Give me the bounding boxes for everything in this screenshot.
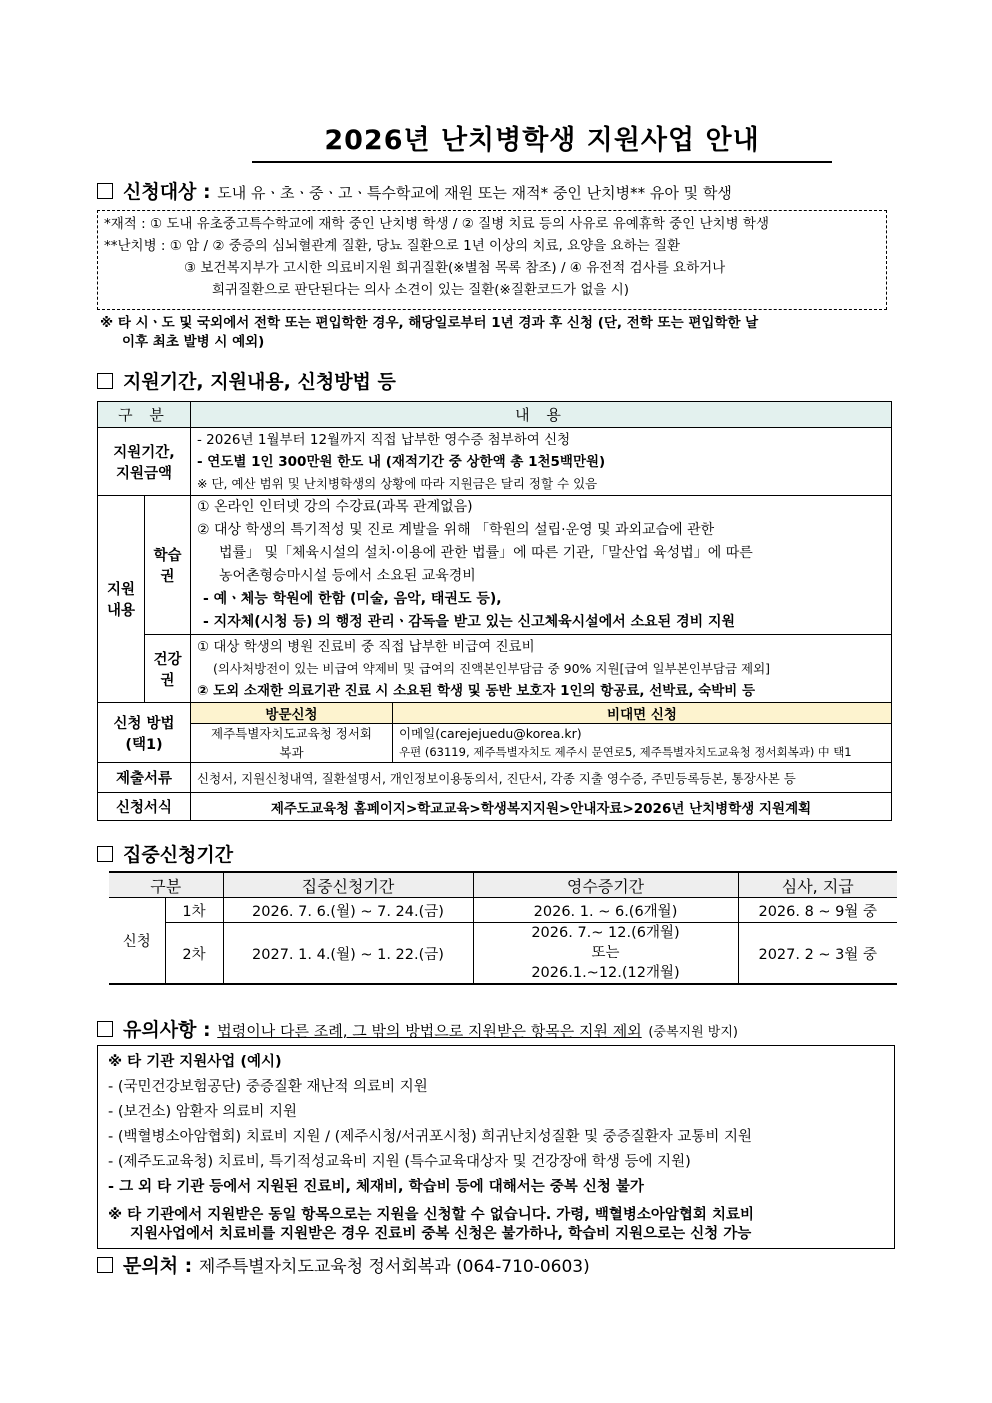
support-table — [97, 401, 892, 821]
visit-header: 방문신청 — [191, 703, 393, 724]
period-cell: 2027. 1. 4.(월) ~ 1. 22.(금) — [223, 923, 473, 985]
transfer-note-line2: 이후 최초 발병 시 예외) — [122, 334, 265, 350]
receipt-line: 2026.1.~12.(12개월) — [531, 965, 680, 981]
col-header-payment: 심사, 지급 — [738, 872, 897, 898]
col-header-division: 구분 — [109, 872, 223, 898]
row-label-health: 건강권 — [145, 635, 191, 703]
row-label-learning: 학습권 — [145, 496, 191, 635]
row-label-form: 신청서식 — [98, 793, 191, 821]
note-disease-3: 희귀질환으로 판단된다는 의사 소견이 있는 질환(※질환코드가 없을 시) — [212, 282, 630, 298]
section-period — [97, 840, 233, 867]
target-notes-box — [97, 210, 887, 310]
payment-cell: 2026. 8 ~ 9월 중 — [738, 898, 897, 923]
online-header: 비대면 신청 — [393, 703, 892, 724]
learning-line: ② 대상 학생의 특기적성 및 진로 계발을 위해 「학원의 설립·운영 및 과외교습에 관한 — [197, 522, 715, 538]
caution-line: 지원사업에서 치료비를 지원받은 경우 진료비 중복 신청은 불가하나, 학습비 지원으로는 신청 가능 — [130, 1226, 752, 1242]
learning-line: - 예ㆍ체능 학원에 한함 (미술, 음악, 태권도 등), — [203, 591, 502, 607]
transfer-note-line1: ※ 타 시ㆍ도 및 국외에서 전학 또는 편입학한 경우, 해당일로부터 1년 경과 후 신청 (단, 전학 또는 편입학한 날 — [100, 315, 759, 331]
receipt-cell: 2026. 1. ~ 6.(6개월) — [473, 898, 738, 923]
contact-text: 제주특별자치도교육청 정서회복과 (064-710-0603) — [198, 1257, 590, 1277]
health-line: ② 도외 소재한 의료기관 진료 시 소요된 학생 및 동반 보호자 1인의 항공료, 선박료, 숙박비 등 — [197, 682, 756, 699]
section-support — [97, 367, 396, 394]
row-label-method: 신청 방법 (택1) — [98, 703, 191, 763]
section-caution — [97, 1015, 738, 1042]
period-cell: 2026. 7. 6.(월) ~ 7. 24.(금) — [223, 898, 473, 923]
section-target — [97, 177, 732, 204]
documents-value: 신청서, 지원신청내역, 질환설명서, 개인정보이용동의서, 진단서, 각종 지출 영수증, 주민등록등본, 통장사본 등 — [191, 763, 892, 793]
section-text-note: (중복지원 방지) — [648, 1025, 738, 1040]
section-heading: 지원기간, 지원내용, 신청방법 등 — [123, 371, 396, 393]
row-label-period: 지원기간, 지원금액 — [98, 428, 191, 496]
caution-line: ※ 타 기관에서 지원받은 동일 항목으로는 지원을 신청할 수 없습니다. 가령, 백혈병소아암협회 치료비 — [108, 1207, 754, 1223]
section-heading: 유의사항 : — [123, 1019, 211, 1041]
section-text: 법령이나 다른 조례, 그 밖의 방법으로 지원받은 항목은 지원 제외 — [217, 1022, 642, 1040]
checkbox-square-icon — [97, 1257, 113, 1273]
col-header-category: 구 분 — [98, 402, 191, 428]
checkbox-square-icon — [97, 846, 113, 862]
section-text: 도내 유ㆍ초ㆍ중ㆍ고ㆍ특수학교에 재원 또는 재적* 중인 난치병** 유아 및 학생 — [217, 184, 732, 202]
checkbox-square-icon — [97, 1021, 113, 1037]
receipt-cell — [473, 923, 738, 985]
visit-value: 제주특별자치도교육청 정서회복과 — [191, 724, 393, 763]
checkbox-square-icon — [97, 373, 113, 389]
section-contact — [97, 1251, 590, 1278]
col-header-content: 내 용 — [191, 402, 892, 428]
learning-line: - 지자체(시청 등) 의 행정 관리ㆍ감독을 받고 있는 신고체육시설에서 소요된 경비 지원 — [203, 614, 736, 630]
budget-note: ※ 단, 예산 범위 및 난치병학생의 상황에 따라 지원금은 달리 정할 수 있음 — [197, 475, 598, 491]
health-line: ① 대상 학생의 병원 진료비 중 직접 납부한 비급여 진료비 — [197, 638, 535, 655]
col-header-period: 집중신청기간 — [223, 872, 473, 898]
learning-line: ① 온라인 인터넷 강의 수강료(과목 관계없음) — [197, 499, 473, 515]
page-title: 2026년 난치병학생 지원사업 안내 — [252, 118, 832, 163]
caution-line: - (백혈병소아암협회) 치료비 지원 / (제주시청/서귀포시청) 희귀난치성질환 및 중증질환자 교통비 지원 — [108, 1129, 752, 1145]
section-heading: 신청대상 : — [123, 181, 211, 203]
email-value: 이메일(carejejuedu@korea.kr) — [399, 726, 582, 741]
receipt-line: 또는 — [591, 945, 620, 961]
round-label: 1차 — [165, 898, 223, 923]
caution-line: - (보건소) 암환자 의료비 지원 — [108, 1104, 298, 1120]
col-header-receipt: 영수증기간 — [473, 872, 738, 898]
schedule-table — [109, 871, 897, 985]
checkbox-square-icon — [97, 183, 113, 199]
learning-line: 법률」 및「체육시설의 설치·이용에 관한 법률」에 따른 기관,「말산업 육성법」에 따른 — [219, 545, 753, 561]
caution-line: - (국민건강보험공단) 중증질환 재난적 의료비 지원 — [108, 1079, 428, 1095]
receipt-line: 2026. 7.~ 12.(6개월) — [531, 925, 680, 941]
post-value: 우편 (63119, 제주특별자치도 제주시 문연로5, 제주특별자치도교육청 정서회복과) 中 택1 — [399, 745, 852, 759]
note-disease-1: **난치병 : ① 암 / ② 중증의 심뇌혈관계 질환, 당뇨 질환으로 1년 이상의 치료, 요양을 요하는 질환 — [104, 238, 681, 254]
note-disease-2: ③ 보건복지부가 고시한 의료비지원 희귀질환(※별첨 목록 참조) / ④ 유전적 검사를 요하거나 — [184, 260, 726, 276]
group-label: 신청 — [109, 898, 165, 985]
row-label-documents: 제출서류 — [98, 763, 191, 793]
learning-line: 농어촌형승마시설 등에서 소요된 교육경비 — [219, 568, 476, 584]
row-label-content: 지원 내용 — [98, 496, 145, 703]
transfer-note — [100, 314, 900, 352]
section-heading: 문의처 : — [123, 1255, 193, 1277]
limit-line: - 연도별 1인 300만원 한도 내 (재적기간 중 상한액 총 1천5백만원) — [197, 453, 606, 470]
period-line: - 2026년 1월부터 12월까지 직접 납부한 영수증 첨부하여 신청 — [197, 431, 571, 448]
form-path-value: 제주도교육청 홈페이지>학교교육>학생복지지원>안내자료>2026년 난치병학생 지원계획 — [191, 793, 892, 821]
caution-line: - (제주도교육청) 치료비, 특기적성교육비 지원 (특수교육대상자 및 건강장애 학생 등에 지원) — [108, 1154, 691, 1170]
payment-cell: 2027. 2 ~ 3월 중 — [738, 923, 897, 985]
round-label: 2차 — [165, 923, 223, 985]
section-heading: 집중신청기간 — [123, 844, 234, 866]
health-line: (의사처방전이 있는 비급여 약제비 및 급여의 진액본인부담금 중 90% 지원[급여 일부본인부담금 제외] — [213, 660, 771, 676]
note-enrolled: *재적 : ① 도내 유초중고특수학교에 재학 중인 난치병 학생 / ② 질병 치료 등의 사유로 유예휴학 중인 난치병 학생 — [104, 216, 770, 232]
caution-line: ※ 타 기관 지원사업 (예시) — [108, 1054, 282, 1070]
caution-line: - 그 외 타 기관 등에서 지원된 진료비, 체재비, 학습비 등에 대해서는 중복 신청 불가 — [108, 1179, 644, 1195]
caution-box — [97, 1045, 895, 1249]
